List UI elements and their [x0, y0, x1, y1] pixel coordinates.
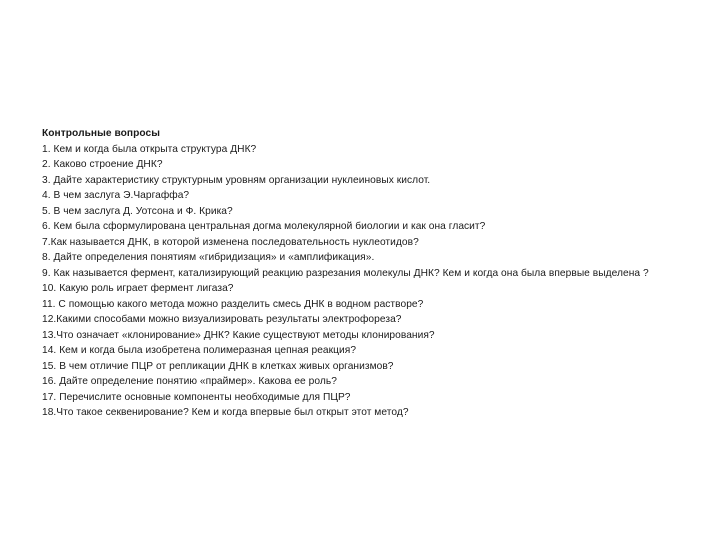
question-11: 11. С помощью какого метода можно разделить смесь ДНК в водном растворе? — [42, 298, 424, 310]
question-12: 12.Какими способами можно визуализировать результаты электрофореза? — [42, 314, 402, 325]
question-10: 10. Какую роль играет фермент лигаза? — [42, 283, 234, 294]
question-17: 17. Перечислите основные компоненты необходимые для ПЦР? — [42, 391, 351, 403]
question-1: 1. Кем и когда была открыта структура ДНК? — [42, 143, 257, 155]
question-18: 18.Что такое секвенирование? Кем и когда впервые был открыт этот метод? — [42, 407, 409, 418]
question-6: 6. Кем была сформулирована центральная догма молекулярной биологии и как она гласит? — [42, 221, 486, 232]
question-5: 5. В чем заслуга Д. Уотсона и Ф. Крика? — [42, 205, 233, 217]
question-9: 9. Как называется фермент, катализирующий реакцию разрезания молекулы ДНК? Кем и когда она была впервые выделена ? — [42, 267, 649, 279]
question-16: 16. Дайте определение понятию «праймер». Какова ее роль? — [42, 376, 337, 387]
question-8: 8. Дайте определения понятиям «гибридизация» и «амплификация». — [42, 252, 375, 263]
question-15: 15. В чем отличие ПЦР от репликации ДНК в клетках живых организмов? — [42, 360, 394, 372]
section-heading: Контрольные вопросы — [42, 128, 160, 139]
question-13: 13.Что означает «клонирование» ДНК? Какие существуют методы клонирования? — [42, 329, 435, 341]
question-3: 3. Дайте характеристику структурным уровням организации нуклеиновых кислот. — [42, 174, 431, 186]
question-14: 14. Кем и когда была изобретена полимеразная цепная реакция? — [42, 345, 357, 356]
question-list — [42, 126, 682, 421]
question-2: 2. Каково строение ДНК? — [42, 159, 163, 170]
question-7: 7.Как называется ДНК, в которой изменена последовательность нуклеотидов? — [42, 236, 419, 248]
question-4: 4. В чем заслуга Э.Чаргаффа? — [42, 190, 190, 201]
